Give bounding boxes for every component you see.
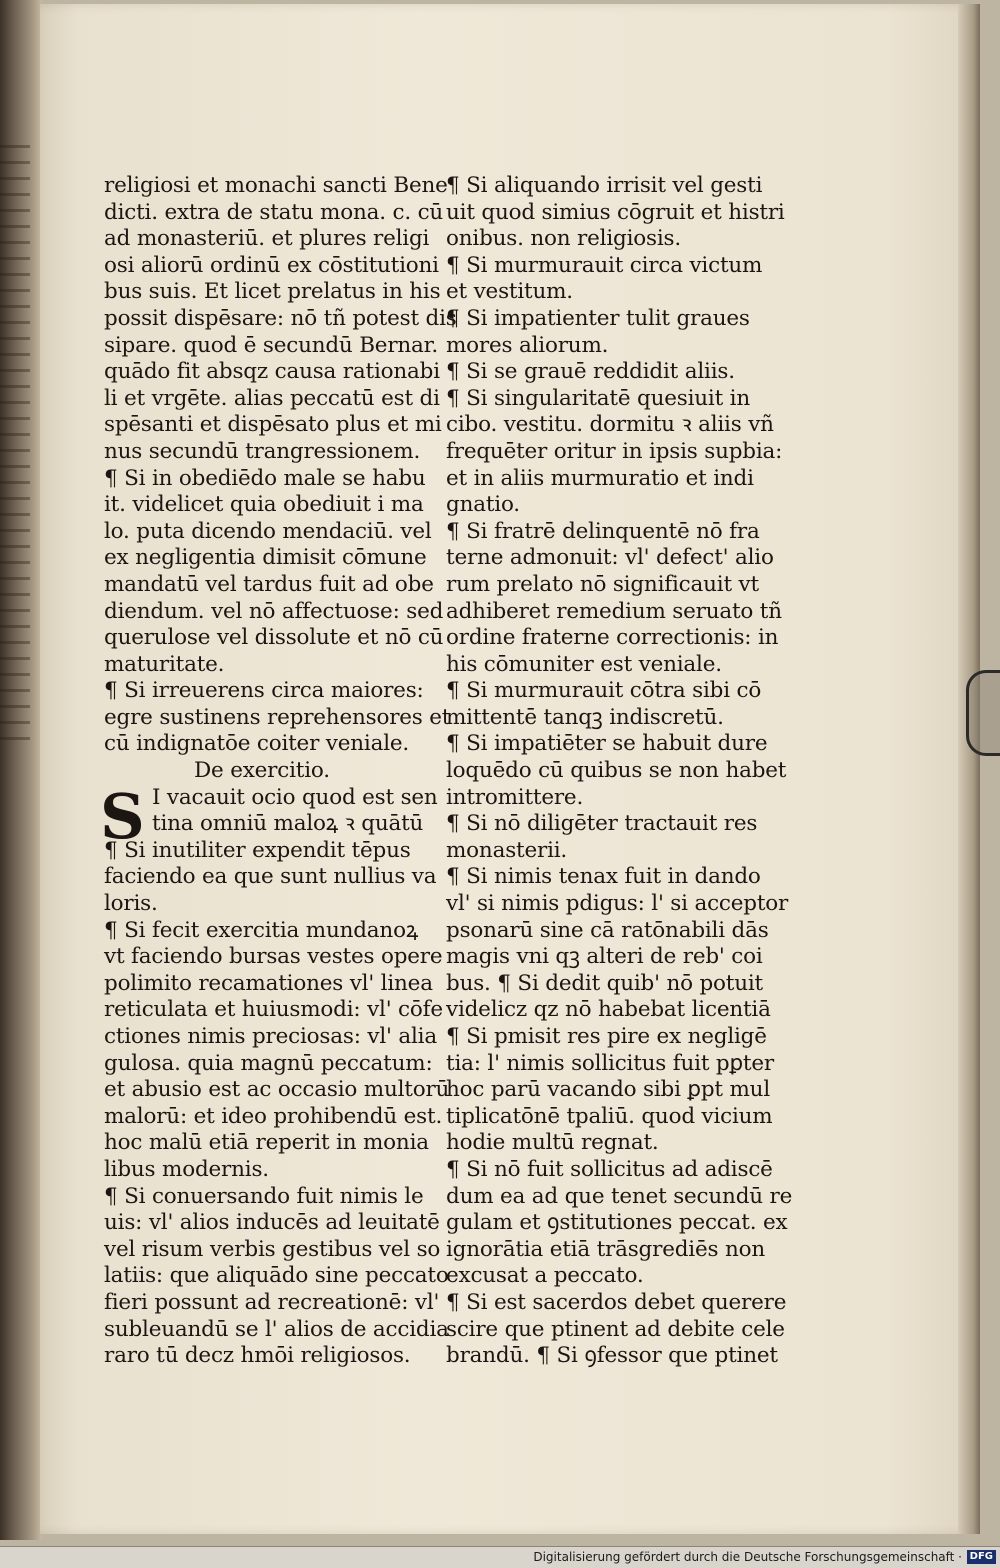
text-line: ¶ Si murmurauit cōtra sibi cō xyxy=(446,678,762,704)
text-line: querulose vel dissolute et nō cū xyxy=(104,625,444,651)
text-line: bus. ¶ Si dedit quib' nō potuit xyxy=(446,970,763,996)
text-line: intromittere. xyxy=(446,784,584,810)
text-line: ¶ Si pmisit res pire ex negligē xyxy=(446,1024,767,1049)
text-line: fieri possunt ad recreationē: vl' xyxy=(104,1289,440,1315)
text-line: ¶ Si irreuerens circa maiores: xyxy=(104,678,424,704)
text-line: raro tū decz hmōi religiosos. xyxy=(104,1343,411,1369)
text-line: diendum. vel nō affectuose: sed xyxy=(104,598,444,624)
text-line: li et vrgēte. alias peccatū est di xyxy=(104,385,440,411)
text-line: loris. xyxy=(104,891,158,917)
text-line: ¶ Si nō fuit sollicitus ad adiscē xyxy=(446,1156,773,1182)
text-line: onibus. non religiosis. xyxy=(446,226,681,252)
text-line: dicti. extra de statu mona. c. cū xyxy=(104,199,444,225)
text-line: uit quod simius cōgruit et histri xyxy=(446,199,785,225)
text-line: ¶ Si inutiliter expendit tēpus xyxy=(104,837,411,863)
right-text-column xyxy=(446,173,793,1370)
book-spine-edge xyxy=(0,0,42,1540)
text-line: ¶ Si est sacerdos debet querere xyxy=(446,1289,787,1315)
text-line: monasterii. xyxy=(446,837,568,863)
text-line: uis: vl' alios inducēs ad leuitatē xyxy=(104,1210,440,1236)
text-line: nus secundū trangressionem. xyxy=(104,438,421,464)
text-line: loquēdo cū quibus se non habet xyxy=(446,758,787,784)
text-line: excusat a peccato. xyxy=(446,1263,644,1289)
text-line: ¶ Si murmurauit circa victum xyxy=(446,252,763,278)
text-line: malorū: et ideo prohibendū est. xyxy=(104,1103,443,1129)
text-line: tiplicatōnē tpaliū. quod vicium xyxy=(446,1103,773,1129)
text-line: subleuandū se l' alios de accidia xyxy=(104,1316,449,1342)
text-line: ¶ Si impatiēter se habuit dure xyxy=(446,731,768,757)
text-line: ¶ Si aliquando irrisit vel gesti xyxy=(446,173,763,198)
text-line: mittentē tanqꝫ indiscretū. xyxy=(446,704,724,730)
text-line: ex negligentia dimisit cōmune xyxy=(104,545,427,571)
text-line: hoc parū vacando sibi ꝑpt mul xyxy=(446,1077,770,1103)
text-line: et vestitum. xyxy=(446,279,573,305)
text-line: ad monasteriū. et plures religi xyxy=(104,226,430,252)
text-line: frequēter oritur in ipsis supbia: xyxy=(446,438,783,464)
text-line: psonarū sine cā ratōnabili dās xyxy=(446,917,769,943)
text-line: ¶ Si se grauē reddidit aliis. xyxy=(446,359,735,385)
text-line: scire que ptinent ad debite cele xyxy=(446,1316,785,1342)
text-line: brandū. ¶ Si ꝯfessor que ptinet xyxy=(446,1343,778,1369)
digitization-footer xyxy=(0,1546,1000,1568)
text-line: tia: l' nimis sollicitus fuit pꝑter xyxy=(446,1050,774,1076)
text-line: osi aliorū ordinū ex cōstitutioni xyxy=(104,252,439,278)
book-clasp xyxy=(966,670,1000,756)
text-line: faciendo ea que sunt nullius va xyxy=(104,864,437,890)
text-line: egre sustinens reprehensores et xyxy=(104,704,451,730)
text-line: cibo. vestitu. dormitu ꝛ aliis vñ xyxy=(446,412,774,438)
left-column-top-text xyxy=(104,173,457,758)
section-heading: De exercitio. xyxy=(194,758,330,784)
text-line: polimito recamationes vl' linea xyxy=(104,970,433,996)
text-line: gulam et ꝯstitutiones peccat. ex xyxy=(446,1210,788,1236)
decorated-initial: S xyxy=(100,779,145,853)
text-line: hoc malū etiā reperit in monia xyxy=(104,1130,429,1156)
text-line: it. videlicet quia obediuit i ma xyxy=(104,492,424,518)
facing-page-edge xyxy=(0,140,30,740)
page-fore-edge xyxy=(958,4,980,1534)
text-line: his cōmuniter est veniale. xyxy=(446,651,722,677)
text-line: cū indignatōe coiter veniale. xyxy=(104,731,410,757)
text-line: spēsanti et dispēsato plus et mi xyxy=(104,412,442,438)
text-line: ¶ Si in obediēdo male se habu xyxy=(104,465,426,491)
text-line: ignorātia etiā trāsgrediēs non xyxy=(446,1236,765,1262)
text-line: ¶ Si nō diligēter tractauit res xyxy=(446,811,758,837)
text-line: hodie multū regnat. xyxy=(446,1130,659,1156)
text-line: dum ea ad que tenet secundū re xyxy=(446,1183,793,1209)
text-line: tina omniū maloꝝ ꝛ quātū xyxy=(152,811,424,837)
text-line: reticulata et huiusmodi: vl' cōfe xyxy=(104,997,443,1023)
text-line: mandatū vel tardus fuit ad obe xyxy=(104,571,434,597)
text-line: vel risum verbis gestibus vel so xyxy=(104,1236,441,1262)
text-line: gulosa. quia magnū peccatum: xyxy=(104,1050,433,1076)
text-line: ordine fraterne correctionis: in xyxy=(446,625,779,651)
text-line: religiosi et monachi sancti Bene xyxy=(104,173,448,198)
text-line: ¶ Si singularitatē quesiuit in xyxy=(446,385,750,411)
text-line: maturitate. xyxy=(104,651,225,677)
text-line: mores aliorum. xyxy=(446,332,609,358)
text-line: ¶ Si impatienter tulit graues xyxy=(446,305,750,331)
text-line: lo. puta dicendo mendaciū. vel xyxy=(104,518,432,544)
text-line: magis vni qꝫ alteri de reb' coi xyxy=(446,944,763,970)
dfg-logo: DFG xyxy=(967,1550,996,1564)
text-line: quādo fit absqz causa rationabi xyxy=(104,359,440,385)
text-line: ¶ Si conuersando fuit nimis le xyxy=(104,1183,424,1209)
text-line: et in aliis murmuratio et indi xyxy=(446,465,754,491)
text-line: videlicz qz nō habebat licentiā xyxy=(446,997,771,1023)
text-line: I vacauit ocio quod est sen xyxy=(152,784,438,810)
text-line: gnatio. xyxy=(446,492,520,518)
footer-credit: Digitalisierung gefördert durch die Deutsche Forschungsgemeinschaft · xyxy=(533,1550,962,1564)
text-line: possit dispēsare: nō tñ potest dis xyxy=(104,305,457,331)
text-line: sipare. quod ē secundū Bernar. xyxy=(104,332,439,358)
text-line: et abusio est ac occasio multorū xyxy=(104,1077,450,1103)
text-line: ctiones nimis preciosas: vl' alia xyxy=(104,1024,437,1049)
left-column-bottom-text xyxy=(104,837,450,1370)
text-line: libus modernis. xyxy=(104,1156,269,1182)
text-line: rum prelato nō significauit vt xyxy=(446,571,759,597)
text-line: bus suis. Et licet prelatus in his xyxy=(104,279,441,305)
left-text-column xyxy=(100,173,457,1370)
text-line: vt faciendo bursas vestes opere xyxy=(104,944,443,970)
text-line: ¶ Si fratrē delinquentē nō fra xyxy=(446,518,760,544)
text-line: ¶ Si fecit exercitia mundanoꝝ xyxy=(104,917,419,943)
text-line: vl' si nimis pdigus: l' si acceptor xyxy=(446,891,789,917)
text-line: adhiberet remedium seruato tñ xyxy=(446,598,782,624)
text-line: ¶ Si nimis tenax fuit in dando xyxy=(446,864,761,890)
text-line: latiis: que aliquādo sine peccato xyxy=(104,1263,449,1289)
right-column-text xyxy=(446,173,793,1370)
text-line: terne admonuit: vl' defect' alio xyxy=(446,545,774,571)
